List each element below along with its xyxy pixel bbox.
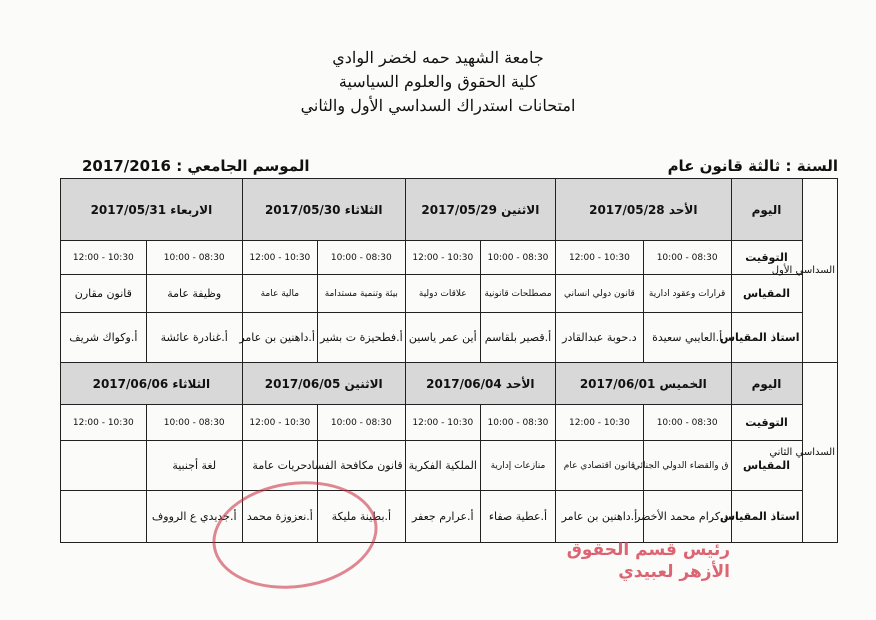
sem1-module-6: مالية عامة [242, 275, 317, 313]
sem1-time-2: 10:30 - 12:00 [556, 241, 644, 275]
season-label: الموسم الجامعي : 2017/2016 [82, 157, 310, 175]
sem2-prof-8 [61, 491, 147, 543]
stamp-title: رئيس قسم الحقوق [566, 540, 730, 560]
time-label: التوقيت [731, 241, 802, 275]
day-label: اليوم [731, 363, 802, 405]
sem2-time-row [61, 405, 838, 441]
sem2-prof-4: أ.عرارم جعفر [405, 491, 480, 543]
sem2-time-5: 08:30 - 10:00 [317, 405, 405, 441]
sem1-prof-8: أ.وكواك شريف [61, 313, 147, 363]
sem1-prof-7: أ.غنادرة عائشة [146, 313, 242, 363]
sem1-module-7: وظيفة عامة [146, 275, 242, 313]
stamp-signature: الأزهر لعبيدي [618, 562, 730, 582]
sem2-module-8 [61, 441, 147, 491]
sem2-day-4: الثلاثاء 2017/06/06 [61, 363, 243, 405]
sem2-time-8: 10:30 - 12:00 [61, 405, 147, 441]
sem1-time-1: 08:30 - 10:00 [643, 241, 731, 275]
meta-row [60, 157, 838, 179]
sem2-module-7: لغة أجنبية [146, 441, 242, 491]
sem2-module-4: الملكية الفكرية [405, 441, 480, 491]
sem1-time-6: 10:30 - 12:00 [242, 241, 317, 275]
sem1-prof-4: أين عمر ياسين [405, 313, 480, 363]
sem1-prof-1: أ.العايبي سعيدة [643, 313, 731, 363]
faculty-name: كلية الحقوق والعلوم السياسية [338, 72, 538, 91]
time-label: التوقيت [731, 405, 802, 441]
sem1-time-7: 08:30 - 10:00 [146, 241, 242, 275]
sem1-prof-row [61, 313, 838, 363]
sem2-module-row [61, 441, 838, 491]
module-label: المقياس [731, 275, 802, 313]
sem2-time-4: 10:30 - 12:00 [405, 405, 480, 441]
document-header [0, 46, 876, 118]
sem2-prof-1: د.كرام محمد الأخضر [643, 491, 731, 543]
university-name: جامعة الشهيد حمه لخضر الوادي [332, 48, 544, 67]
sem2-module-1: ق والقضاء الدولي الجنائي [643, 441, 731, 491]
sem2-module-3: منازعات إدارية [480, 441, 555, 491]
sem2-day-row [61, 363, 838, 405]
year-label: السنة : ثالثة قانون عام [667, 157, 838, 175]
sem2-label: السداسي الثاني [802, 363, 838, 543]
sem2-prof-3: أ.عطية صفاء [480, 491, 555, 543]
sem2-time-1: 08:30 - 10:00 [643, 405, 731, 441]
sem2-prof-6: أ.نعزوزة محمد [242, 491, 317, 543]
sem2-day-2: الأحد 2017/06/04 [405, 363, 555, 405]
sem2-prof-row [61, 491, 838, 543]
sem1-time-row [61, 241, 838, 275]
sem1-module-1: قرارات وعقود ادارية [643, 275, 731, 313]
sem1-day-3: الثلاثاء 2017/05/30 [242, 179, 405, 241]
schedule-table [60, 178, 838, 543]
sem2-time-7: 08:30 - 10:00 [146, 405, 242, 441]
sem1-day-4: الاربعاء 2017/05/31 [61, 179, 243, 241]
sem2-day-3: الاثنين 2017/06/05 [242, 363, 405, 405]
sem1-time-8: 10:30 - 12:00 [61, 241, 147, 275]
sem2-prof-5: أ.بطينة مليكة [317, 491, 405, 543]
sem2-module-2: قانون اقتصادي عام [556, 441, 644, 491]
sem1-module-8: قانون مقارن [61, 275, 147, 313]
sem1-prof-2: د.حوبة عبدالقادر [556, 313, 644, 363]
sem2-module-6: حريات عامة [242, 441, 317, 491]
sem1-module-2: قانون دولي انساني [556, 275, 644, 313]
prof-label: استاذ المقياس [731, 491, 802, 543]
sem1-label: السداسي الأول [802, 179, 838, 363]
prof-label: استاذ المقياس [731, 313, 802, 363]
sem1-day-row [61, 179, 838, 241]
sem1-day-2: الاثنين 2017/05/29 [405, 179, 555, 241]
sem2-day-1: الخميس 2017/06/01 [556, 363, 731, 405]
sem1-time-4: 10:30 - 12:00 [405, 241, 480, 275]
sem1-module-row [61, 275, 838, 313]
sem1-day-1: الأحد 2017/05/28 [556, 179, 731, 241]
module-label: المقياس [731, 441, 802, 491]
sem1-module-4: علاقات دولية [405, 275, 480, 313]
sem1-prof-3: أ.قصير بلقاسم [480, 313, 555, 363]
sem1-module-5: بيئة وتنمية مستدامة [317, 275, 405, 313]
sem1-time-3: 08:30 - 10:00 [480, 241, 555, 275]
sem1-prof-5: أ.فطحيزة ت بشير [317, 313, 405, 363]
sem2-prof-7: أ.جديدي ع الرووف [146, 491, 242, 543]
sem1-prof-6: أ.داهنين بن عامر [242, 313, 317, 363]
sem2-time-3: 08:30 - 10:00 [480, 405, 555, 441]
sem1-module-3: مصطلحات قانونية [480, 275, 555, 313]
sem1-time-5: 08:30 - 10:00 [317, 241, 405, 275]
sem2-time-2: 10:30 - 12:00 [556, 405, 644, 441]
sem2-module-5: قانون مكافحة الفساد [317, 441, 405, 491]
exam-title: امتحانات استدراك السداسي الأول والثاني [300, 96, 576, 115]
sem2-prof-2: أ.داهنين بن عامر [556, 491, 644, 543]
sem2-time-6: 10:30 - 12:00 [242, 405, 317, 441]
day-label: اليوم [731, 179, 802, 241]
